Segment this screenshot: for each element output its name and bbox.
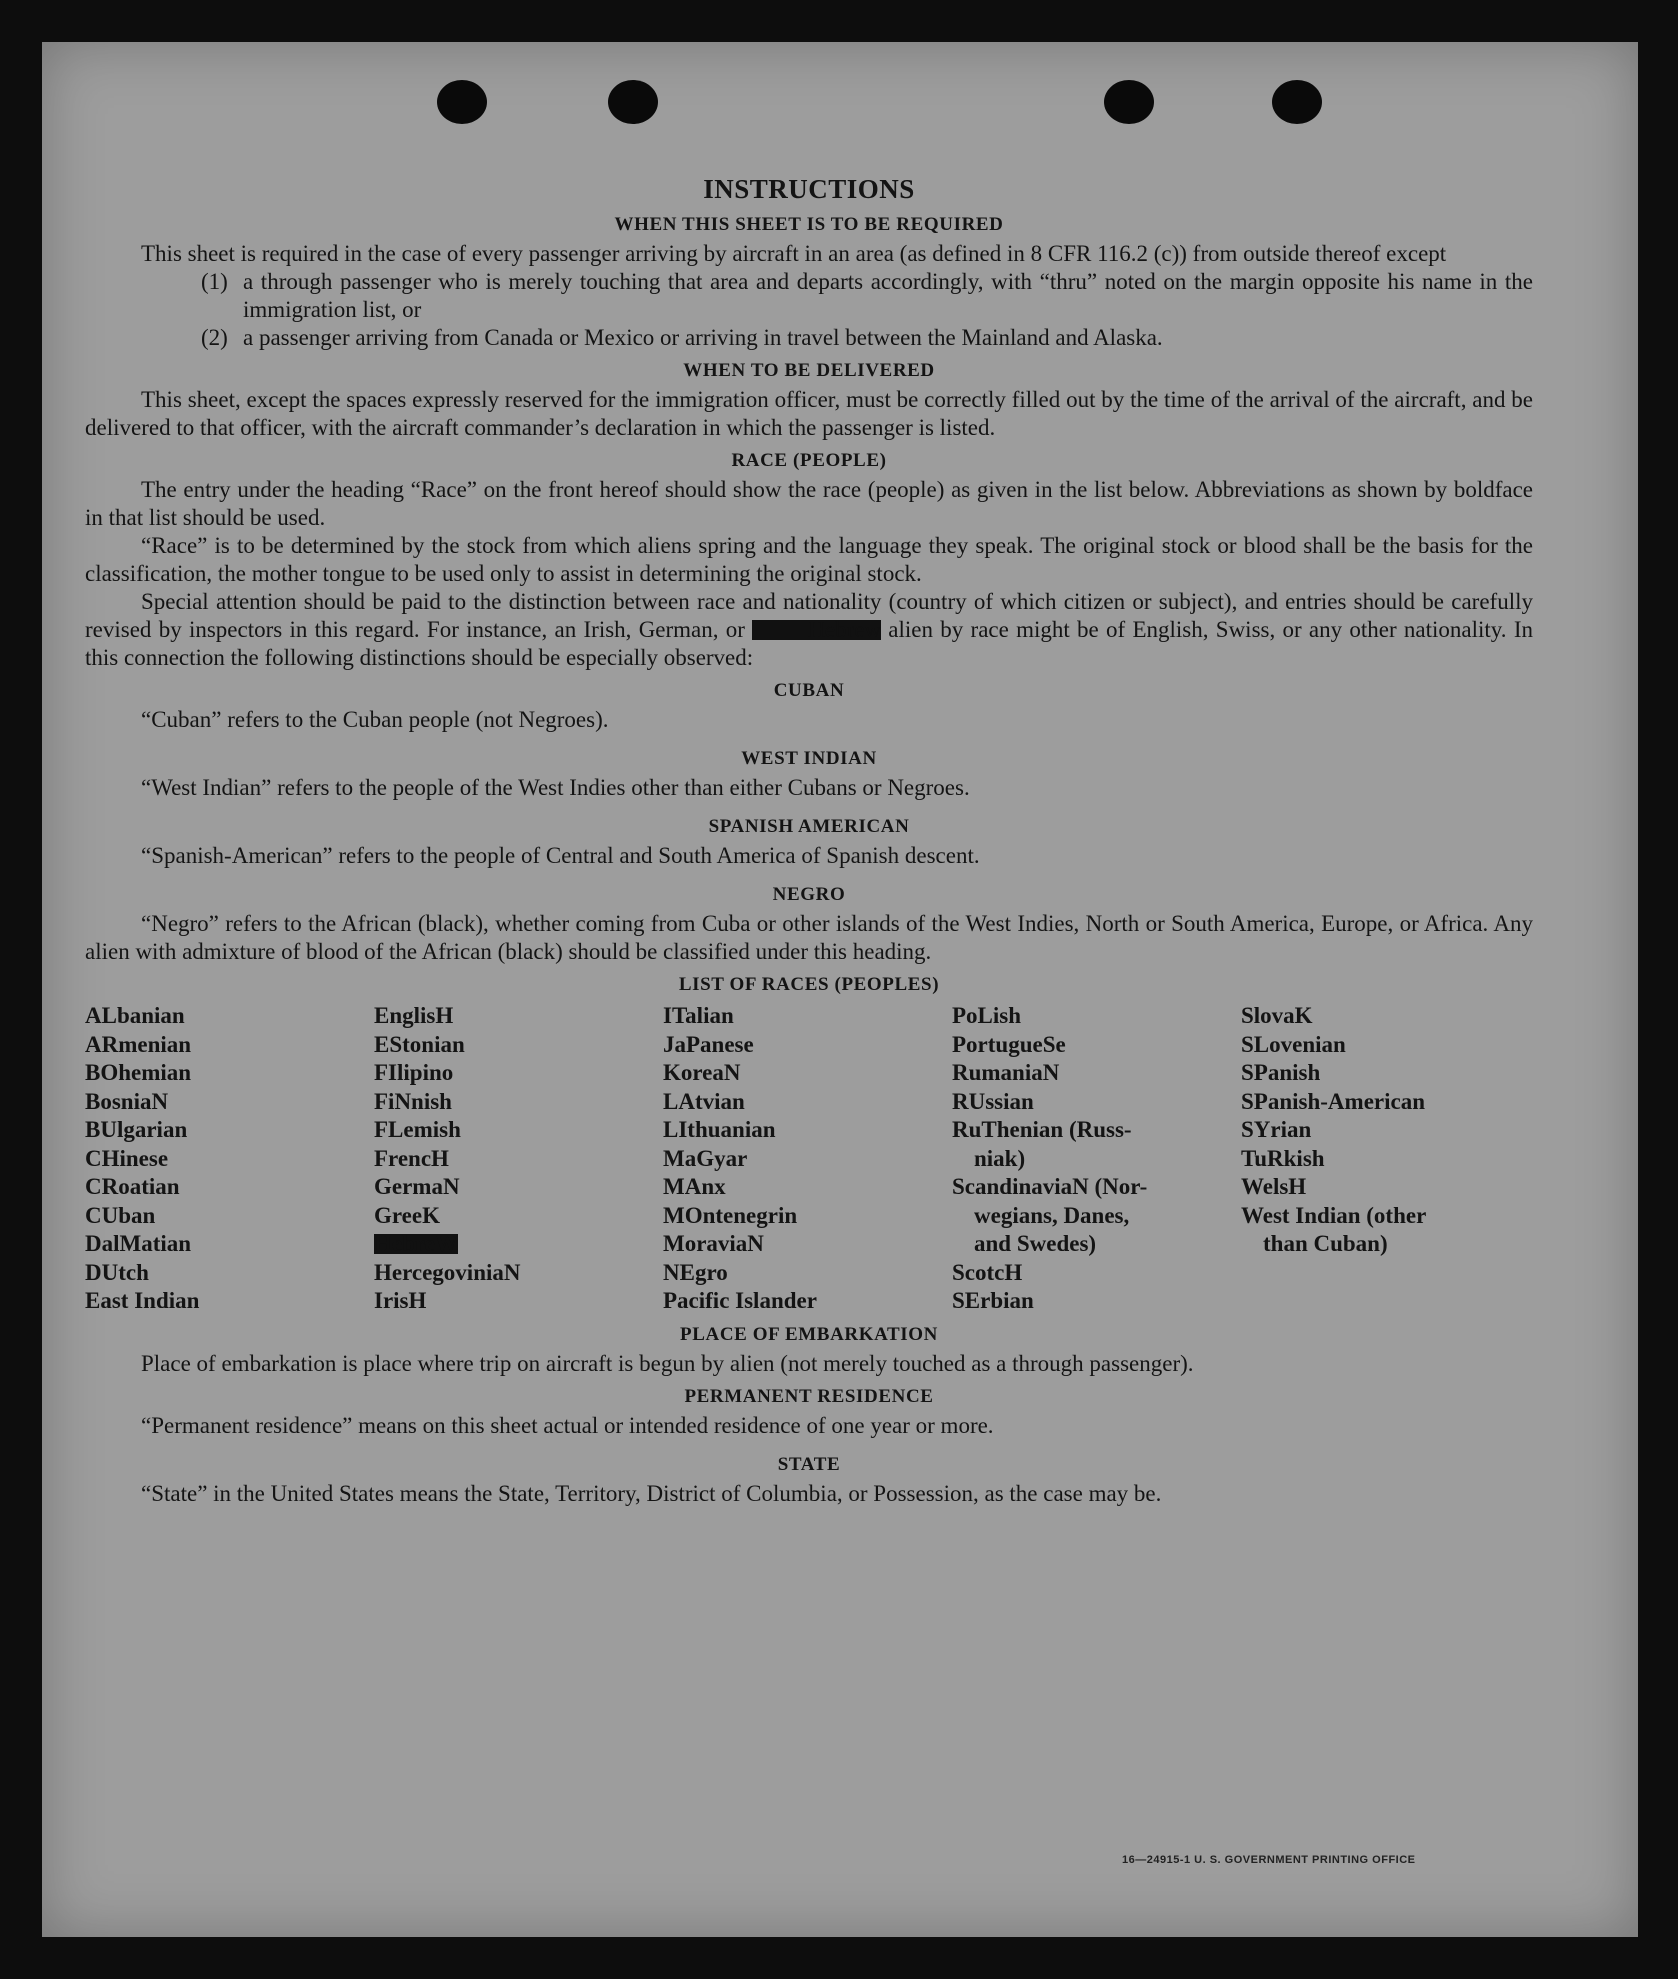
punch-hole: [1272, 80, 1322, 124]
race-entry: JaPanese: [663, 1031, 754, 1057]
race-entry: GermaN: [374, 1174, 460, 1199]
redacted-word: HebreW: [374, 1231, 458, 1256]
race-entry: SLovenian: [1241, 1031, 1346, 1057]
race-entry: MoraviaN: [663, 1231, 764, 1256]
race-entry: ScotcH: [952, 1259, 1023, 1285]
race-entry: DUtch: [85, 1259, 149, 1285]
race-entry-continued: wegians, Danes,: [974, 1202, 1130, 1228]
printing-office-code: 16—24915-1 U. S. GOVERNMENT PRINTING OFFICE: [1122, 1854, 1416, 1866]
race-entry: West Indian (other: [1241, 1202, 1427, 1228]
heading-west-indian: WEST INDIAN: [741, 748, 877, 769]
race-entry: DalMatian: [85, 1231, 192, 1256]
permanent-residence-text: “Permanent residence” means on this sheet actual or intended residence of one year or more.: [141, 1412, 994, 1438]
race-entry: MAnx: [663, 1174, 726, 1199]
redacted-word: Hebrew: [752, 620, 881, 640]
race-entry: SErbian: [952, 1288, 1034, 1313]
race-entry: CUban: [85, 1202, 156, 1228]
races-column-4: [952, 1002, 1241, 1316]
race-entry: FiNnish: [374, 1088, 452, 1114]
race-paragraph-3-start: Special attention should be paid to the distinction between race and nationality (country of which citizen or subject), and entries should be carefully revised by inspectors in this regard. For instance, an Irish, German, or: [85, 589, 1533, 642]
negro-text: “Negro” refers to the African (black), whether coming from Cuba or other islands of the West Indies, North or South America, Europe, or Africa. Any alien with admixture of blood of the African (black) should be classified under this heading.: [85, 911, 1533, 964]
heading-permanent-residence: PERMANENT RESIDENCE: [684, 1385, 934, 1407]
race-entry: RumaniaN: [952, 1060, 1060, 1085]
races-column-2: [374, 1002, 663, 1316]
race-paragraph-2: “Race” is to be determined by the stock from which aliens spring and the language they speak. The original stock or blood shall be the basis for the classification, the mother tongue to be used only to assist in determining the original stock.: [85, 533, 1533, 586]
race-entry: NEgro: [663, 1259, 728, 1285]
punch-hole: [1104, 80, 1154, 124]
race-entry: ScandinaviaN (Nor-: [952, 1174, 1148, 1199]
race-entry: SPanish-American: [1241, 1088, 1425, 1114]
heading-negro: NEGRO: [772, 884, 846, 905]
heading-when-delivered: WHEN TO BE DELIVERED: [683, 360, 935, 381]
race-entry: Pacific Islander: [663, 1288, 817, 1313]
race-entry: MOntenegrin: [663, 1202, 798, 1228]
heading-when-required: WHEN THIS SHEET IS TO BE REQUIRED: [614, 214, 1004, 235]
race-entry: ITalian: [663, 1003, 734, 1028]
race-entry: PoLish: [952, 1003, 1022, 1028]
page-title: INSTRUCTIONS: [703, 174, 915, 204]
race-entry: FrencH: [374, 1145, 449, 1171]
spanish-american-text: “Spanish-American” refers to the people of Central and South America of Spanish descent.: [141, 843, 980, 868]
heading-embarkation: PLACE OF EMBARKATION: [680, 1323, 938, 1345]
heading-state: STATE: [777, 1453, 841, 1475]
race-entry: BosniaN: [85, 1088, 169, 1114]
race-paragraph-3-end: alien by race might be of English, Swiss, or any other nationality. In this connection the following distinctions should be especially observed:: [85, 617, 1533, 670]
race-entry: CHinese: [85, 1145, 169, 1171]
race-entry: WelsH: [1241, 1174, 1307, 1199]
cuban-text: “Cuban” refers to the Cuban people (not Negroes).: [141, 707, 609, 732]
races-list: [85, 1002, 1533, 1316]
race-entry: GreeK: [374, 1202, 440, 1228]
state-text: “State” in the United States means the State, Territory, District of Columbia, or Possession, as the case may be.: [141, 1480, 1162, 1506]
when-delivered-text: This sheet, except the spaces expressly reserved for the immigration officer, must be correctly filled out by the time of the arrival of the aircraft, and be delivered to that officer, with the aircraft commander’s declaration in which the passenger is listed.: [85, 387, 1533, 440]
races-column-3: [663, 1002, 952, 1316]
race-entry: MaGyar: [663, 1145, 748, 1171]
race-entry: HercegoviniaN: [374, 1259, 521, 1285]
races-column-5: [1241, 1002, 1530, 1316]
exception-item: [85, 268, 1533, 324]
race-entry: EnglisH: [374, 1003, 454, 1028]
race-entry: CRoatian: [85, 1174, 180, 1199]
race-entry: LIthuanian: [663, 1117, 776, 1142]
races-column-1: [85, 1002, 374, 1316]
race-entry: SYrian: [1241, 1117, 1312, 1142]
race-entry: KoreaN: [663, 1060, 741, 1085]
race-entry: TuRkish: [1241, 1145, 1325, 1171]
race-entry: BOhemian: [85, 1060, 192, 1085]
document-sheet: [42, 42, 1638, 1937]
heading-spanish-american: SPANISH AMERICAN: [708, 816, 910, 837]
heading-cuban: CUBAN: [773, 680, 845, 701]
race-paragraph-3: [85, 588, 1533, 672]
embarkation-text: Place of embarkation is place where trip on aircraft is begun by alien (not merely touched as a through passenger).: [141, 1350, 1194, 1376]
race-entry: EStonian: [374, 1031, 465, 1057]
race-entry: IrisH: [374, 1288, 427, 1313]
race-entry: East Indian: [85, 1288, 200, 1313]
exception-item: [85, 324, 1533, 352]
punch-hole: [608, 80, 658, 124]
heading-race: RACE (PEOPLE): [731, 450, 887, 471]
exception-number: (1): [201, 269, 228, 294]
race-entry: PortugueSe: [952, 1031, 1066, 1057]
race-entry: SPanish: [1241, 1060, 1321, 1085]
race-entry: ARmenian: [85, 1031, 192, 1057]
race-entry: FIlipino: [374, 1060, 454, 1085]
exception-number: (2): [201, 325, 228, 350]
punch-hole: [437, 80, 487, 124]
instructions-content: [85, 172, 1533, 1508]
exception-text: a passenger arriving from Canada or Mexico or arriving in travel between the Mainland and Alaska.: [243, 325, 1163, 350]
race-entry-continued: and Swedes): [974, 1231, 1097, 1256]
west-indian-text: “West Indian” refers to the people of the West Indies other than either Cubans or Negroes.: [141, 775, 970, 800]
race-entry-continued: than Cuban): [1263, 1231, 1388, 1256]
race-entry: SlovaK: [1241, 1003, 1313, 1028]
race-paragraph-1: The entry under the heading “Race” on the front hereof should show the race (people) as given in the list below. Abbreviations as shown by boldface in that list should be used.: [85, 477, 1533, 530]
race-entry-continued: niak): [974, 1145, 1026, 1171]
exception-text: a through passenger who is merely touching that area and departs accordingly, with “thru” noted on the margin opposite his name in the immigration list, or: [243, 269, 1533, 322]
heading-list-of-races: LIST OF RACES (PEOPLES): [678, 974, 940, 995]
when-required-intro: This sheet is required in the case of every passenger arriving by aircraft in an area (as defined in 8 CFR 116.2 (c)) from outside thereof except: [141, 241, 1447, 266]
race-entry-redacted: [374, 1230, 663, 1259]
race-entry: RUssian: [952, 1088, 1034, 1114]
race-entry: ALbanian: [85, 1003, 185, 1028]
race-entry: LAtvian: [663, 1088, 745, 1114]
race-entry: BUlgarian: [85, 1117, 188, 1142]
race-entry: FLemish: [374, 1117, 461, 1142]
race-entry: RuThenian (Russ-: [952, 1117, 1132, 1142]
